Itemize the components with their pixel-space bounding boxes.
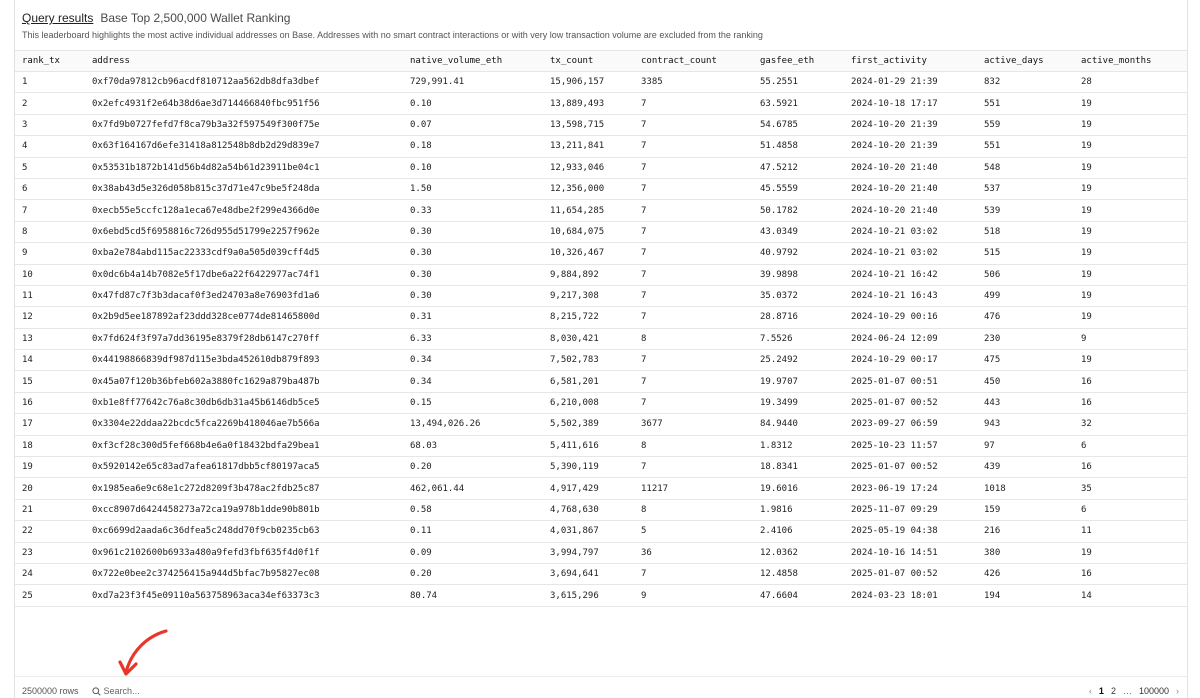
cell-rank-tx: 12 bbox=[15, 307, 85, 328]
cell-first-activity: 2024-03-23 18:01 bbox=[844, 585, 977, 606]
cell-native-volume-eth: 0.33 bbox=[403, 200, 543, 221]
cell-active-days: 443 bbox=[977, 392, 1074, 413]
cell-gasfee-eth: 54.6785 bbox=[753, 114, 844, 135]
cell-address: 0x5920142e65c83ad7afea61817dbb5cf80197aca5 bbox=[85, 457, 403, 478]
table-row[interactable] bbox=[15, 285, 1187, 306]
cell-first-activity: 2024-01-29 21:39 bbox=[844, 72, 977, 93]
cell-gasfee-eth: 19.9707 bbox=[753, 371, 844, 392]
column-header-contract-count[interactable]: contract_count bbox=[634, 51, 753, 72]
cell-address: 0x2b9d5ee187892af23ddd328ce0774de81465800d bbox=[85, 307, 403, 328]
cell-native-volume-eth: 0.20 bbox=[403, 457, 543, 478]
cell-active-months: 19 bbox=[1074, 200, 1187, 221]
cell-gasfee-eth: 39.9898 bbox=[753, 264, 844, 285]
cell-contract-count: 7 bbox=[634, 157, 753, 178]
cell-rank-tx: 24 bbox=[15, 563, 85, 584]
cell-active-days: 216 bbox=[977, 521, 1074, 542]
cell-contract-count: 5 bbox=[634, 521, 753, 542]
cell-native-volume-eth: 6.33 bbox=[403, 328, 543, 349]
cell-tx-count: 5,411,616 bbox=[543, 435, 634, 456]
cell-gasfee-eth: 84.9440 bbox=[753, 414, 844, 435]
cell-address: 0x2efc4931f2e64b38d6ae3d714466840fbc951f56 bbox=[85, 93, 403, 114]
cell-active-months: 19 bbox=[1074, 178, 1187, 199]
cell-contract-count: 7 bbox=[634, 307, 753, 328]
cell-rank-tx: 2 bbox=[15, 93, 85, 114]
cell-native-volume-eth: 0.30 bbox=[403, 264, 543, 285]
cell-contract-count: 7 bbox=[634, 457, 753, 478]
cell-gasfee-eth: 2.4106 bbox=[753, 521, 844, 542]
cell-tx-count: 5,390,119 bbox=[543, 457, 634, 478]
cell-native-volume-eth: 80.74 bbox=[403, 585, 543, 606]
cell-active-days: 506 bbox=[977, 264, 1074, 285]
cell-rank-tx: 18 bbox=[15, 435, 85, 456]
cell-active-months: 16 bbox=[1074, 371, 1187, 392]
table-row[interactable] bbox=[15, 93, 1187, 114]
cell-tx-count: 10,326,467 bbox=[543, 243, 634, 264]
cell-active-months: 6 bbox=[1074, 435, 1187, 456]
search-input[interactable] bbox=[104, 686, 164, 696]
cell-rank-tx: 4 bbox=[15, 136, 85, 157]
pagination bbox=[1089, 686, 1179, 696]
column-header-address[interactable]: address bbox=[85, 51, 403, 72]
cell-gasfee-eth: 40.9792 bbox=[753, 243, 844, 264]
cell-first-activity: 2024-10-21 16:42 bbox=[844, 264, 977, 285]
cell-native-volume-eth: 0.18 bbox=[403, 136, 543, 157]
cell-gasfee-eth: 12.4858 bbox=[753, 563, 844, 584]
cell-active-days: 515 bbox=[977, 243, 1074, 264]
chevron-right-icon[interactable]: › bbox=[1176, 686, 1179, 696]
cell-first-activity: 2025-01-07 00:52 bbox=[844, 457, 977, 478]
cell-first-activity: 2024-10-20 21:40 bbox=[844, 200, 977, 221]
cell-active-months: 19 bbox=[1074, 243, 1187, 264]
cell-active-days: 475 bbox=[977, 350, 1074, 371]
cell-active-months: 19 bbox=[1074, 285, 1187, 306]
cell-contract-count: 7 bbox=[634, 178, 753, 199]
cell-rank-tx: 11 bbox=[15, 285, 85, 306]
cell-first-activity: 2024-10-21 16:43 bbox=[844, 285, 977, 306]
cell-address: 0xf70da97812cb96acdf810712aa562db8dfa3dbef bbox=[85, 72, 403, 93]
cell-gasfee-eth: 1.8312 bbox=[753, 435, 844, 456]
results-table bbox=[15, 50, 1187, 607]
cell-first-activity: 2024-10-16 14:51 bbox=[844, 542, 977, 563]
search-icon bbox=[92, 687, 101, 696]
cell-native-volume-eth: 0.20 bbox=[403, 563, 543, 584]
cell-address: 0x53531b1872b141d56b4d82a54b61d23911be04c1 bbox=[85, 157, 403, 178]
cell-contract-count: 9 bbox=[634, 585, 753, 606]
cell-first-activity: 2024-10-20 21:39 bbox=[844, 114, 977, 135]
cell-active-days: 230 bbox=[977, 328, 1074, 349]
cell-contract-count: 11217 bbox=[634, 478, 753, 499]
cell-tx-count: 12,356,000 bbox=[543, 178, 634, 199]
cell-tx-count: 13,598,715 bbox=[543, 114, 634, 135]
table-row[interactable] bbox=[15, 221, 1187, 242]
cell-tx-count: 9,884,892 bbox=[543, 264, 634, 285]
cell-first-activity: 2024-10-21 03:02 bbox=[844, 221, 977, 242]
cell-active-months: 32 bbox=[1074, 414, 1187, 435]
table-row[interactable] bbox=[15, 542, 1187, 563]
cell-active-months: 9 bbox=[1074, 328, 1187, 349]
page-2-button[interactable]: 2 bbox=[1110, 686, 1116, 696]
cell-rank-tx: 15 bbox=[15, 371, 85, 392]
cell-rank-tx: 13 bbox=[15, 328, 85, 349]
cell-rank-tx: 10 bbox=[15, 264, 85, 285]
query-results-panel bbox=[14, 0, 1188, 698]
cell-active-months: 16 bbox=[1074, 392, 1187, 413]
cell-gasfee-eth: 47.5212 bbox=[753, 157, 844, 178]
cell-tx-count: 3,994,797 bbox=[543, 542, 634, 563]
cell-active-months: 19 bbox=[1074, 542, 1187, 563]
cell-native-volume-eth: 0.34 bbox=[403, 371, 543, 392]
cell-rank-tx: 25 bbox=[15, 585, 85, 606]
cell-active-days: 97 bbox=[977, 435, 1074, 456]
cell-contract-count: 36 bbox=[634, 542, 753, 563]
cell-gasfee-eth: 1.9816 bbox=[753, 499, 844, 520]
cell-first-activity: 2025-01-07 00:51 bbox=[844, 371, 977, 392]
cell-tx-count: 7,502,783 bbox=[543, 350, 634, 371]
cell-active-days: 1018 bbox=[977, 478, 1074, 499]
cell-native-volume-eth: 0.30 bbox=[403, 243, 543, 264]
results-header bbox=[22, 11, 1179, 40]
cell-active-months: 35 bbox=[1074, 478, 1187, 499]
cell-contract-count: 7 bbox=[634, 350, 753, 371]
cell-first-activity: 2024-10-20 21:39 bbox=[844, 136, 977, 157]
cell-gasfee-eth: 51.4858 bbox=[753, 136, 844, 157]
query-name: Base Top 2,500,000 Wallet Ranking bbox=[100, 11, 291, 25]
cell-tx-count: 5,502,389 bbox=[543, 414, 634, 435]
cell-tx-count: 6,581,201 bbox=[543, 371, 634, 392]
cell-gasfee-eth: 25.2492 bbox=[753, 350, 844, 371]
cell-rank-tx: 23 bbox=[15, 542, 85, 563]
cell-native-volume-eth: 0.09 bbox=[403, 542, 543, 563]
cell-tx-count: 12,933,046 bbox=[543, 157, 634, 178]
cell-active-months: 14 bbox=[1074, 585, 1187, 606]
cell-active-months: 19 bbox=[1074, 93, 1187, 114]
cell-address: 0x7fd624f3f97a7dd36195e8379f28db6147c270ff bbox=[85, 328, 403, 349]
cell-gasfee-eth: 45.5559 bbox=[753, 178, 844, 199]
cell-rank-tx: 17 bbox=[15, 414, 85, 435]
cell-contract-count: 8 bbox=[634, 499, 753, 520]
cell-tx-count: 8,030,421 bbox=[543, 328, 634, 349]
cell-native-volume-eth: 0.10 bbox=[403, 93, 543, 114]
cell-rank-tx: 20 bbox=[15, 478, 85, 499]
cell-rank-tx: 5 bbox=[15, 157, 85, 178]
cell-first-activity: 2023-09-27 06:59 bbox=[844, 414, 977, 435]
cell-first-activity: 2024-10-29 00:16 bbox=[844, 307, 977, 328]
cell-active-months: 19 bbox=[1074, 114, 1187, 135]
cell-address: 0xf3cf28c300d5fef668b4e6a0f18432bdfa29bea1 bbox=[85, 435, 403, 456]
table-row[interactable] bbox=[15, 371, 1187, 392]
cell-gasfee-eth: 47.6604 bbox=[753, 585, 844, 606]
cell-tx-count: 3,694,641 bbox=[543, 563, 634, 584]
table-row[interactable] bbox=[15, 521, 1187, 542]
table-row[interactable] bbox=[15, 136, 1187, 157]
cell-address: 0xb1e8ff77642c76a8c30db6db31a45b6146db5ce5 bbox=[85, 392, 403, 413]
cell-native-volume-eth: 68.03 bbox=[403, 435, 543, 456]
cell-gasfee-eth: 28.8716 bbox=[753, 307, 844, 328]
cell-active-months: 19 bbox=[1074, 264, 1187, 285]
cell-active-days: 551 bbox=[977, 136, 1074, 157]
cell-active-days: 194 bbox=[977, 585, 1074, 606]
cell-first-activity: 2024-10-18 17:17 bbox=[844, 93, 977, 114]
cell-active-months: 19 bbox=[1074, 350, 1187, 371]
cell-gasfee-eth: 18.8341 bbox=[753, 457, 844, 478]
cell-native-volume-eth: 0.34 bbox=[403, 350, 543, 371]
cell-rank-tx: 21 bbox=[15, 499, 85, 520]
column-header-native-volume-eth[interactable]: native_volume_eth bbox=[403, 51, 543, 72]
column-header-rank-tx[interactable]: rank_tx bbox=[15, 51, 85, 72]
page-1-button[interactable]: 1 bbox=[1098, 686, 1104, 696]
column-header-active-days[interactable]: active_days bbox=[977, 51, 1074, 72]
cell-active-days: 499 bbox=[977, 285, 1074, 306]
cell-gasfee-eth: 50.1782 bbox=[753, 200, 844, 221]
search-box[interactable] bbox=[89, 685, 167, 698]
cell-address: 0xcc8907d6424458273a72ca19a978b1dde90b801b bbox=[85, 499, 403, 520]
cell-native-volume-eth: 0.30 bbox=[403, 285, 543, 306]
table-header-row bbox=[15, 51, 1187, 72]
table-row[interactable] bbox=[15, 264, 1187, 285]
cell-gasfee-eth: 19.6016 bbox=[753, 478, 844, 499]
table-row[interactable] bbox=[15, 114, 1187, 135]
cell-tx-count: 8,215,722 bbox=[543, 307, 634, 328]
cell-contract-count: 7 bbox=[634, 285, 753, 306]
column-header-first-activity[interactable]: first_activity bbox=[844, 51, 977, 72]
column-header-tx-count[interactable]: tx_count bbox=[543, 51, 634, 72]
table-row[interactable] bbox=[15, 435, 1187, 456]
cell-contract-count: 7 bbox=[634, 563, 753, 584]
cell-address: 0x722e0bee2c374256415a944d5bfac7b95827ec08 bbox=[85, 563, 403, 584]
cell-active-months: 16 bbox=[1074, 457, 1187, 478]
cell-rank-tx: 7 bbox=[15, 200, 85, 221]
column-header-active-months[interactable]: active_months bbox=[1074, 51, 1187, 72]
cell-contract-count: 8 bbox=[634, 328, 753, 349]
cell-address: 0xc6699d2aada6c36dfea5c248dd70f9cb0235cb63 bbox=[85, 521, 403, 542]
cell-address: 0x0dc6b4a14b7082e5f17dbe6a22f6422977ac74f1 bbox=[85, 264, 403, 285]
cell-address: 0x6ebd5cd5f6958816c726d955d51799e2257f962e bbox=[85, 221, 403, 242]
table-row[interactable] bbox=[15, 585, 1187, 606]
cell-first-activity: 2025-05-19 04:38 bbox=[844, 521, 977, 542]
cell-address: 0x44198866839df987d115e3bda452610db879f893 bbox=[85, 350, 403, 371]
table-row[interactable] bbox=[15, 157, 1187, 178]
cell-rank-tx: 6 bbox=[15, 178, 85, 199]
cell-active-months: 19 bbox=[1074, 136, 1187, 157]
cell-contract-count: 7 bbox=[634, 243, 753, 264]
table-row[interactable] bbox=[15, 414, 1187, 435]
cell-native-volume-eth: 0.30 bbox=[403, 221, 543, 242]
table-row[interactable] bbox=[15, 328, 1187, 349]
cell-contract-count: 7 bbox=[634, 392, 753, 413]
table-row[interactable] bbox=[15, 563, 1187, 584]
query-results-tab[interactable]: Query results bbox=[22, 11, 94, 25]
cell-gasfee-eth: 63.5921 bbox=[753, 93, 844, 114]
cell-native-volume-eth: 0.11 bbox=[403, 521, 543, 542]
cell-gasfee-eth: 55.2551 bbox=[753, 72, 844, 93]
cell-active-months: 19 bbox=[1074, 307, 1187, 328]
cell-native-volume-eth: 729,991.41 bbox=[403, 72, 543, 93]
cell-tx-count: 3,615,296 bbox=[543, 585, 634, 606]
cell-active-months: 19 bbox=[1074, 221, 1187, 242]
cell-active-days: 159 bbox=[977, 499, 1074, 520]
cell-address: 0x961c2102600b6933a480a9fefd3fbf635f4d0f1f bbox=[85, 542, 403, 563]
cell-gasfee-eth: 19.3499 bbox=[753, 392, 844, 413]
cell-first-activity: 2023-06-19 17:24 bbox=[844, 478, 977, 499]
cell-contract-count: 7 bbox=[634, 93, 753, 114]
cell-rank-tx: 22 bbox=[15, 521, 85, 542]
cell-active-months: 6 bbox=[1074, 499, 1187, 520]
cell-tx-count: 4,031,867 bbox=[543, 521, 634, 542]
cell-rank-tx: 19 bbox=[15, 457, 85, 478]
cell-active-days: 450 bbox=[977, 371, 1074, 392]
cell-active-days: 539 bbox=[977, 200, 1074, 221]
cell-contract-count: 7 bbox=[634, 221, 753, 242]
cell-contract-count: 3677 bbox=[634, 414, 753, 435]
cell-gasfee-eth: 7.5526 bbox=[753, 328, 844, 349]
cell-active-months: 16 bbox=[1074, 563, 1187, 584]
query-description: This leaderboard highlights the most active individual addresses on Base. Addresses with no smart contract interactions or with very low transaction volume are excluded from the ranking bbox=[22, 30, 763, 40]
cell-native-volume-eth: 462,061.44 bbox=[403, 478, 543, 499]
cell-contract-count: 7 bbox=[634, 136, 753, 157]
cell-native-volume-eth: 0.31 bbox=[403, 307, 543, 328]
cell-address: 0xba2e784abd115ac22333cdf9a0a505d039cff4d5 bbox=[85, 243, 403, 264]
cell-address: 0x47fd87c7f3b3dacaf0f3ed24703a8e76903fd1a6 bbox=[85, 285, 403, 306]
rows-count: 2500000 rows bbox=[22, 686, 79, 696]
cell-gasfee-eth: 12.0362 bbox=[753, 542, 844, 563]
cell-rank-tx: 8 bbox=[15, 221, 85, 242]
cell-active-months: 11 bbox=[1074, 521, 1187, 542]
table-row[interactable] bbox=[15, 457, 1187, 478]
cell-rank-tx: 14 bbox=[15, 350, 85, 371]
pagination-ellipsis: … bbox=[1122, 686, 1132, 696]
cell-native-volume-eth: 0.07 bbox=[403, 114, 543, 135]
cell-tx-count: 10,684,075 bbox=[543, 221, 634, 242]
cell-tx-count: 6,210,008 bbox=[543, 392, 634, 413]
table-row[interactable] bbox=[15, 200, 1187, 221]
cell-first-activity: 2024-06-24 12:09 bbox=[844, 328, 977, 349]
page-last-button[interactable]: 100000 bbox=[1138, 686, 1169, 696]
cell-tx-count: 9,217,308 bbox=[543, 285, 634, 306]
results-table-container bbox=[15, 50, 1187, 607]
cell-active-days: 426 bbox=[977, 563, 1074, 584]
cell-first-activity: 2025-01-07 00:52 bbox=[844, 563, 977, 584]
cell-active-days: 559 bbox=[977, 114, 1074, 135]
cell-active-days: 943 bbox=[977, 414, 1074, 435]
results-footer bbox=[22, 684, 1179, 698]
cell-address: 0x7fd9b0727fefd7f8ca79b3a32f597549f300f75e bbox=[85, 114, 403, 135]
table-row[interactable] bbox=[15, 178, 1187, 199]
cell-address: 0x38ab43d5e326d058b815c37d71e47c9be5f248da bbox=[85, 178, 403, 199]
cell-tx-count: 4,768,630 bbox=[543, 499, 634, 520]
table-row[interactable] bbox=[15, 499, 1187, 520]
cell-rank-tx: 1 bbox=[15, 72, 85, 93]
cell-first-activity: 2024-10-29 00:17 bbox=[844, 350, 977, 371]
cell-address: 0x45a07f120b36bfeb602a3880fc1629a879ba487b bbox=[85, 371, 403, 392]
cell-rank-tx: 9 bbox=[15, 243, 85, 264]
cell-contract-count: 7 bbox=[634, 264, 753, 285]
cell-native-volume-eth: 1.50 bbox=[403, 178, 543, 199]
cell-address: 0xecb55e5ccfc128a1eca67e48dbe2f299e4366d0e bbox=[85, 200, 403, 221]
table-body bbox=[15, 72, 1187, 607]
cell-gasfee-eth: 35.0372 bbox=[753, 285, 844, 306]
column-header-gasfee-eth[interactable]: gasfee_eth bbox=[753, 51, 844, 72]
table-row[interactable] bbox=[15, 307, 1187, 328]
cell-tx-count: 4,917,429 bbox=[543, 478, 634, 499]
cell-first-activity: 2025-01-07 00:52 bbox=[844, 392, 977, 413]
cell-active-months: 19 bbox=[1074, 157, 1187, 178]
cell-active-days: 380 bbox=[977, 542, 1074, 563]
cell-active-days: 439 bbox=[977, 457, 1074, 478]
cell-active-days: 518 bbox=[977, 221, 1074, 242]
chevron-left-icon[interactable]: ‹ bbox=[1088, 686, 1092, 696]
cell-native-volume-eth: 13,494,026.26 bbox=[403, 414, 543, 435]
cell-first-activity: 2024-10-20 21:40 bbox=[844, 157, 977, 178]
cell-active-days: 537 bbox=[977, 178, 1074, 199]
cell-native-volume-eth: 0.10 bbox=[403, 157, 543, 178]
cell-native-volume-eth: 0.15 bbox=[403, 392, 543, 413]
cell-active-days: 476 bbox=[977, 307, 1074, 328]
cell-tx-count: 13,889,493 bbox=[543, 93, 634, 114]
cell-contract-count: 8 bbox=[634, 435, 753, 456]
cell-first-activity: 2024-10-20 21:40 bbox=[844, 178, 977, 199]
table-row[interactable] bbox=[15, 72, 1187, 93]
cell-native-volume-eth: 0.58 bbox=[403, 499, 543, 520]
cell-contract-count: 3385 bbox=[634, 72, 753, 93]
table-row[interactable] bbox=[15, 350, 1187, 371]
cell-address: 0x1985ea6e9c68e1c272d8209f3b478ac2fdb25c87 bbox=[85, 478, 403, 499]
cell-rank-tx: 16 bbox=[15, 392, 85, 413]
cell-active-days: 551 bbox=[977, 93, 1074, 114]
cell-address: 0x3304e22ddaa22bcdc5fca2269b418046ae7b566a bbox=[85, 414, 403, 435]
cell-contract-count: 7 bbox=[634, 371, 753, 392]
cell-contract-count: 7 bbox=[634, 200, 753, 221]
cell-first-activity: 2024-10-21 03:02 bbox=[844, 243, 977, 264]
table-row[interactable] bbox=[15, 243, 1187, 264]
cell-gasfee-eth: 43.0349 bbox=[753, 221, 844, 242]
cell-address: 0xd7a23f3f45e09110a563758963aca34ef63373c3 bbox=[85, 585, 403, 606]
cell-first-activity: 2025-10-23 11:57 bbox=[844, 435, 977, 456]
cell-contract-count: 7 bbox=[634, 114, 753, 135]
table-row[interactable] bbox=[15, 478, 1187, 499]
cell-tx-count: 11,654,285 bbox=[543, 200, 634, 221]
cell-tx-count: 15,906,157 bbox=[543, 72, 634, 93]
cell-rank-tx: 3 bbox=[15, 114, 85, 135]
cell-tx-count: 13,211,841 bbox=[543, 136, 634, 157]
cell-active-days: 832 bbox=[977, 72, 1074, 93]
cell-address: 0x63f164167d6efe31418a812548b8db2d29d839e7 bbox=[85, 136, 403, 157]
cell-active-days: 548 bbox=[977, 157, 1074, 178]
cell-first-activity: 2025-11-07 09:29 bbox=[844, 499, 977, 520]
table-row[interactable] bbox=[15, 392, 1187, 413]
cell-active-months: 28 bbox=[1074, 72, 1187, 93]
footer-divider bbox=[15, 676, 1187, 677]
